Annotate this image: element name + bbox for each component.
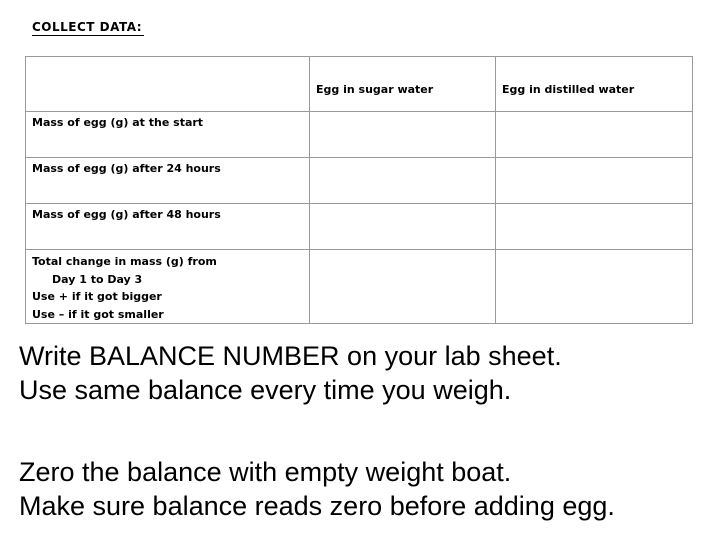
table-row-total-change (26, 250, 693, 324)
instruction-line: Write BALANCE NUMBER on your lab sheet. (19, 341, 562, 371)
row-label-24h: Mass of egg (g) after 24 hours (26, 158, 310, 204)
instruction-line: Use same balance every time you weigh. (19, 375, 512, 405)
instruction-line: Make sure balance reads zero before adding egg. (19, 491, 615, 521)
section-heading: COLLECT DATA: (32, 20, 143, 34)
instructions-zero (19, 455, 615, 523)
column-header-sugar: Egg in sugar water (310, 57, 496, 112)
total-change-line-2: Day 1 to Day 3 (52, 272, 143, 286)
table-row (26, 204, 693, 250)
table-row (26, 158, 693, 204)
cell-sugar-start[interactable] (310, 112, 496, 158)
heading-underline (32, 35, 144, 36)
row-label-start: Mass of egg (g) at the start (26, 112, 310, 158)
table-row (26, 112, 693, 158)
total-change-line-3: Use + if it got bigger (32, 290, 162, 303)
instructions-balance (19, 339, 562, 407)
instruction-line: Zero the balance with empty weight boat. (19, 457, 512, 487)
cell-sugar-total-change[interactable] (310, 250, 496, 324)
cell-distilled-start[interactable] (496, 112, 693, 158)
cell-distilled-total-change[interactable] (496, 250, 693, 324)
table-corner-cell (26, 57, 310, 112)
cell-distilled-48h[interactable] (496, 204, 693, 250)
total-change-line-1: Total change in mass (g) from (32, 255, 217, 268)
cell-sugar-48h[interactable] (310, 204, 496, 250)
column-header-distilled: Egg in distilled water (496, 57, 693, 112)
row-label-48h: Mass of egg (g) after 48 hours (26, 204, 310, 250)
table-header-row (26, 57, 693, 112)
data-table (25, 56, 693, 324)
row-label-total-change (26, 250, 310, 324)
total-change-line-4: Use – if it got smaller (32, 307, 164, 321)
cell-distilled-24h[interactable] (496, 158, 693, 204)
cell-sugar-24h[interactable] (310, 158, 496, 204)
